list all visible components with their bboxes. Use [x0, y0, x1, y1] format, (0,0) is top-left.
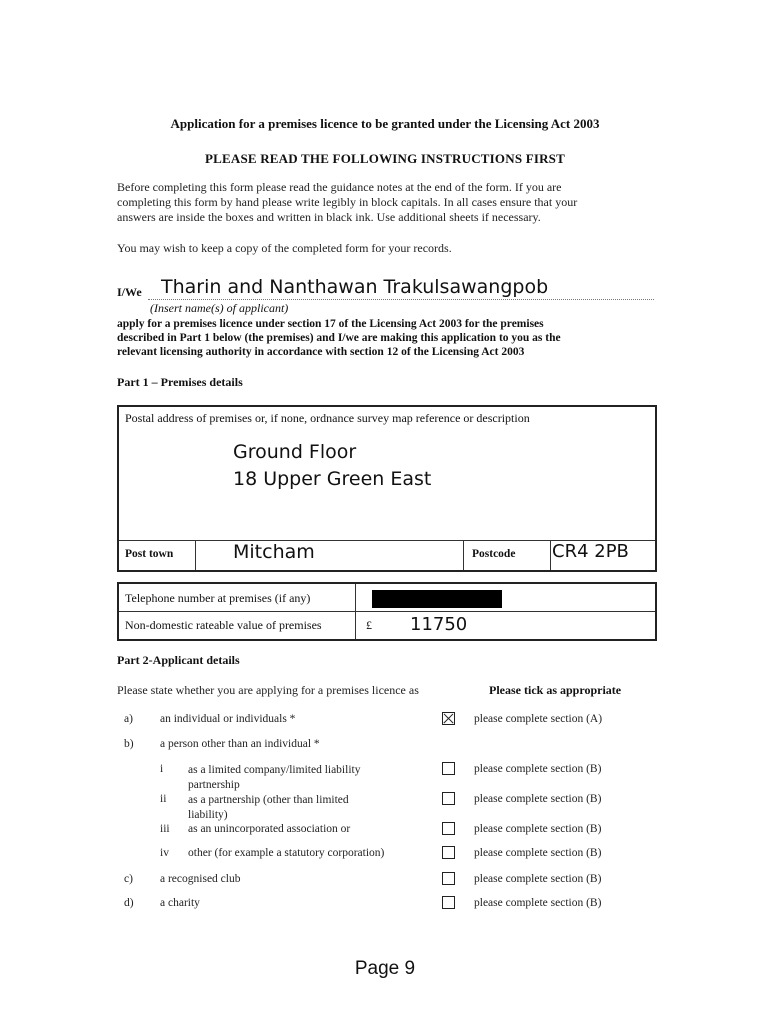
part1-heading: Part 1 – Premises details: [117, 375, 243, 389]
option-a-label: an individual or individuals *: [160, 713, 296, 725]
tick-heading: Please tick as appropriate: [489, 683, 622, 697]
applicant-type-question: Please state whether you are applying for a premises licence as: [117, 683, 419, 697]
post-town-field[interactable]: Mitcham: [233, 541, 315, 563]
sub-ii-marker: ii: [160, 793, 167, 805]
statement-line: described in Part 1 below (the premises) and I/we are making this application to you as the: [117, 332, 561, 344]
form-title: Application for a premises licence to be granted under the Licensing Act 2003: [170, 116, 600, 131]
redacted-telephone-field[interactable]: [372, 590, 502, 608]
statement-line: apply for a premises licence under section 17 of the Licensing Act 2003 for the premises: [117, 318, 544, 330]
sub-i-section: please complete section (B): [474, 763, 602, 775]
sub-iv-label: other (for example a statutory corporation): [188, 847, 385, 859]
sub-iii-section: please complete section (B): [474, 823, 602, 835]
rateable-value-label: Non-domestic rateable value of premises: [125, 618, 322, 632]
sub-i-label-line: as a limited company/limited liability: [188, 764, 361, 776]
option-d-label: a charity: [160, 897, 200, 909]
sub-i-label-line: partnership: [188, 779, 240, 791]
option-c-section: please complete section (B): [474, 873, 602, 885]
application-statement: [117, 317, 657, 359]
option-d-section: please complete section (B): [474, 897, 602, 909]
option-a-checkbox[interactable]: [442, 712, 455, 725]
applicant-name-line: [148, 299, 654, 300]
sub-iv-checkbox[interactable]: [442, 846, 455, 859]
postal-address-label: Postal address of premises or, if none, ordnance survey map reference or description: [125, 411, 530, 425]
premises-contact-box: [117, 582, 657, 641]
address-line-1-field[interactable]: Ground Floor: [233, 441, 357, 463]
column-divider: [550, 540, 551, 570]
sub-ii-checkbox[interactable]: [442, 792, 455, 805]
postcode-label: Postcode: [472, 548, 516, 560]
premises-address-box: [117, 405, 657, 572]
sub-ii-label-line: liability): [188, 809, 228, 821]
sub-ii-section: please complete section (B): [474, 793, 602, 805]
applicant-name-hint: (Insert name(s) of applicant): [150, 301, 289, 315]
address-line-2-field[interactable]: 18 Upper Green East: [233, 468, 432, 490]
part2-heading: Part 2-Applicant details: [117, 653, 240, 667]
sub-ii-label-line: as a partnership (other than limited: [188, 794, 349, 806]
instructions-text: [117, 180, 647, 225]
statement-line: relevant licensing authority in accordance with section 12 of the Licensing Act 2003: [117, 346, 525, 358]
option-d-checkbox[interactable]: [442, 896, 455, 909]
column-divider: [195, 540, 196, 570]
sub-iii-label: as an unincorporated association or: [188, 823, 351, 835]
sub-i-marker: i: [160, 763, 164, 775]
postcode-field[interactable]: CR4 2PB: [552, 541, 629, 562]
sub-iii-checkbox[interactable]: [442, 822, 455, 835]
applicant-label: I/We: [117, 285, 142, 299]
instructions-line: answers are inside the boxes and written in black ink. Use additional sheets if necessary.: [117, 210, 541, 224]
sub-iv-marker: iv: [160, 847, 169, 859]
option-c-checkbox[interactable]: [442, 872, 455, 885]
column-divider: [463, 540, 464, 570]
sub-ii-label: [188, 793, 349, 823]
post-town-label: Post town: [125, 548, 174, 560]
copy-note: You may wish to keep a copy of the completed form for your records.: [117, 241, 452, 255]
instructions-heading: PLEASE READ THE FOLLOWING INSTRUCTIONS FIRST: [204, 151, 565, 166]
sub-iii-marker: iii: [160, 823, 170, 835]
option-d-marker: d): [124, 897, 134, 909]
instructions-line: completing this form by hand please write legibly in block capitals. In all cases ensure that your: [117, 195, 578, 209]
instructions-line: Before completing this form please read the guidance notes at the end of the form. If you are: [117, 180, 562, 194]
sub-i-checkbox[interactable]: [442, 762, 455, 775]
sub-iv-section: please complete section (B): [474, 847, 602, 859]
sub-i-label: [188, 763, 360, 793]
option-a-marker: a): [124, 713, 133, 725]
option-c-marker: c): [124, 873, 133, 885]
option-c-label: a recognised club: [160, 873, 241, 885]
row-divider: [119, 611, 655, 612]
option-b-marker: b): [124, 738, 134, 750]
rateable-value-field[interactable]: 11750: [410, 614, 468, 635]
page-number: Page 9: [354, 958, 416, 979]
applicant-name-field[interactable]: Tharin and Nanthawan Trakulsawangpob: [161, 276, 549, 298]
option-a-section: please complete section (A): [474, 713, 603, 725]
option-b-label: a person other than an individual *: [160, 738, 320, 750]
currency-symbol: £: [366, 618, 372, 632]
telephone-label: Telephone number at premises (if any): [125, 591, 311, 605]
